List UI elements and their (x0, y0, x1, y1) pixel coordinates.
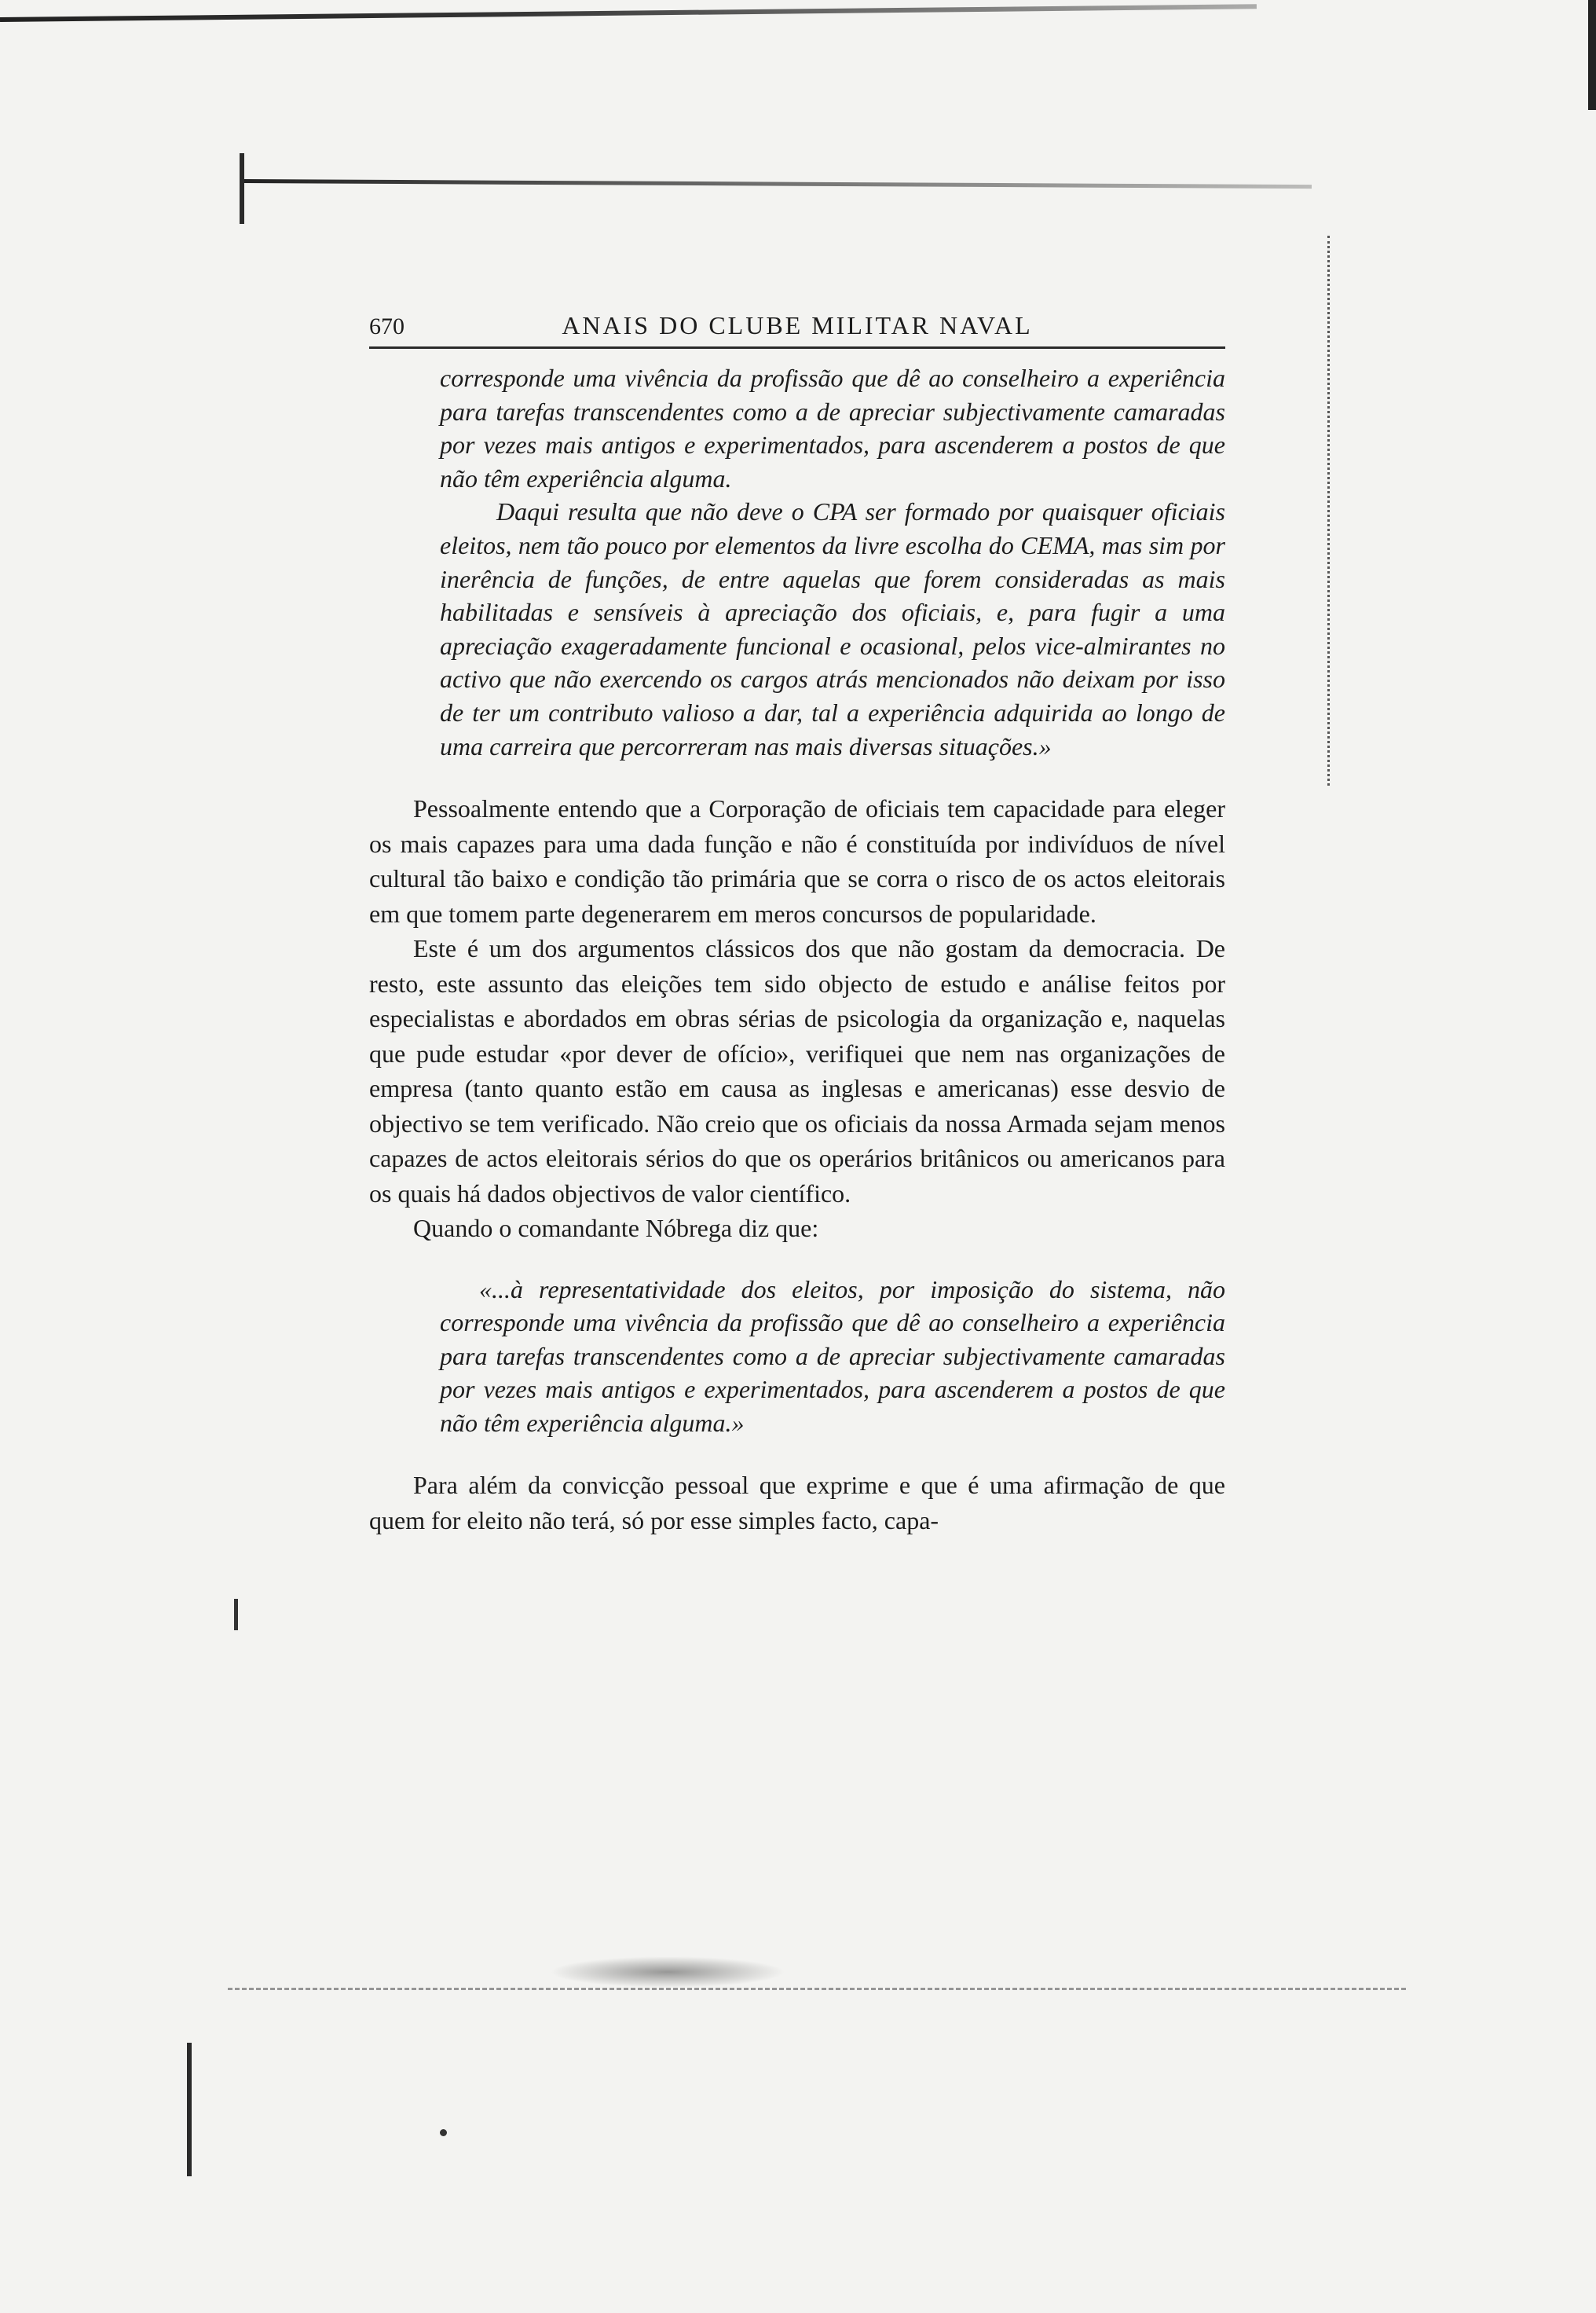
body-paragraph: Quando o comandante Nóbrega diz que: (413, 1214, 819, 1243)
page-content (369, 302, 1225, 1538)
body-text (369, 791, 1225, 1246)
body-paragraph: Este é um dos argumentos clássicos dos que não gostam da democracia. De resto, este assunto das eleições tem sido objecto de estudo e análise feitos por especialistas e abordados em obras sérias de psicologia da organização e, naquelas que pude estudar «por dever de ofício», verifiquei que nem nas organizações de empresa (tanto quanto estão em causa as inglesas e americanas) esse desvio de objectivo se tem verificado. Não creio que os oficiais da nossa Armada sejam menos capazes de actos eleitorais sérios do que os operários britânicos ou americanos para os quais há dados objectivos de valor científico. (369, 934, 1225, 1208)
scan-edge-artifact (187, 2043, 192, 2176)
page-header (369, 302, 1225, 349)
quote-continuation (440, 361, 1225, 763)
running-head: ANAIS DO CLUBE MILITAR NAVAL (562, 311, 1033, 339)
scan-margin-artifact (1327, 236, 1330, 786)
scan-edge-artifact (1588, 0, 1596, 110)
block-quote-text: «...à representatividade dos eleitos, por imposição do sistema, não corresponde uma vivência da profissão que dê ao conselheiro a experiência para tarefas transcendentes como a de apreciar subjectivamente camaradas por vezes mais antigos e experimentados, para ascenderem a postos de que não têm experiência alguma.» (440, 1274, 1225, 1437)
body-paragraph: Para além da convicção pessoal que exprime e que é uma afirmação de que quem for eleito não terá, só por esse simples facto, capa- (369, 1471, 1225, 1534)
scan-edge-artifact (228, 1988, 1406, 1993)
scan-blot-artifact (550, 1956, 785, 1988)
scan-dot-artifact (440, 2129, 447, 2136)
block-quote (440, 1273, 1225, 1440)
page-number: 670 (369, 313, 404, 339)
scan-dot-artifact (234, 1599, 238, 1630)
scan-edge-artifact (243, 179, 1312, 189)
scan-edge-artifact (0, 4, 1257, 22)
body-text (369, 1468, 1225, 1538)
body-paragraph: Pessoalmente entendo que a Corporação de oficiais tem capacidade para eleger os mais capazes para uma dada função e não é constituída por indivíduos de nível cultural tão baixo e condição tão primária que se corra o risco de os actos eleitorais em que tomem parte degenerarem em meros concursos de popularidade. (369, 794, 1225, 928)
quote-paragraph: Daqui resulta que não deve o CPA ser formado por quaisquer oficiais eleitos, nem tão pouco por elementos da livre escolha do CEMA, mas sim por inerência de funções, de entre aquelas que forem consideradas as mais habilitadas e sensíveis à apreciação dos oficiais, e, para fugir a uma apreciação exageradamente funcional e ocasional, pelos vice-almirantes no activo que não exercendo os cargos atrás mencionados não deixam por isso de ter um contributo valioso a dar, tal a experiência adquirida ao longo de uma carreira que percorreram nas mais diversas situações.» (440, 497, 1225, 761)
scan-edge-artifact (240, 153, 244, 224)
quote-paragraph: corresponde uma vivência da profissão que dê ao conselheiro a experiência para tarefas transcendentes como a de apreciar subjectivamente camaradas por vezes mais antigos e experimentados, para ascenderem a postos de que não têm experiência alguma. (440, 364, 1225, 493)
